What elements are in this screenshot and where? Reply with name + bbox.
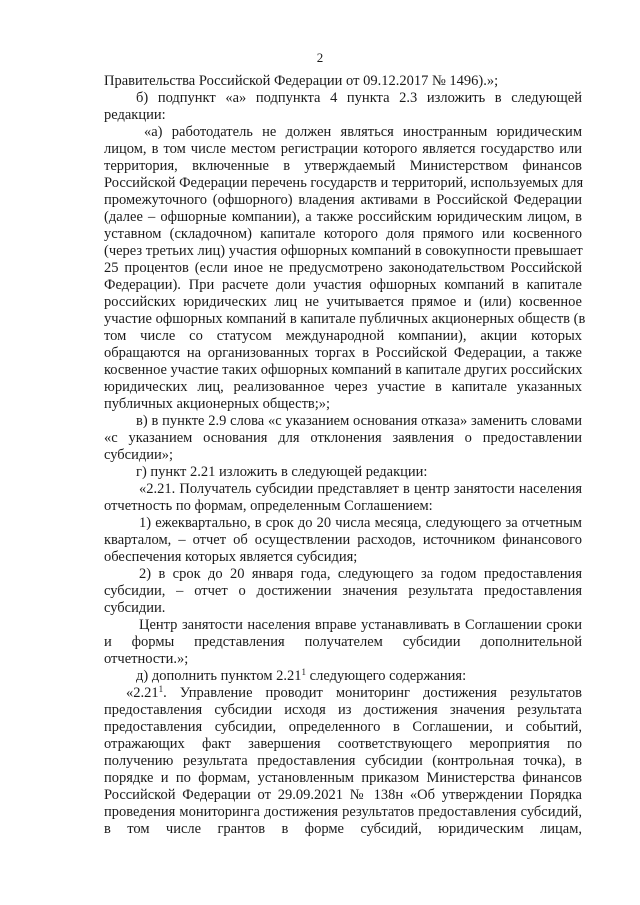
text-line: предоставления субсидии исходя из достижения значения результата (104, 702, 582, 718)
text-line: 2) в срок до 20 января года, следующего за годом предоставления (139, 566, 582, 582)
text-line (104, 685, 582, 702)
text-line: получению результата предоставления субсидии (контрольная точка), в (104, 753, 582, 769)
text-line: субсидии. (104, 600, 166, 616)
text-line: субсидии»; (104, 447, 174, 463)
text-line: и формы представления получателем субсидии дополнительной (104, 634, 582, 650)
text-line: промежуточного (офшорного) владения активами в Российской Федерации (104, 192, 582, 208)
text-line: г) пункт 2.21 изложить в следующей редакции: (136, 464, 428, 480)
text-line: отчетность по формам, определенным Соглашением: (104, 498, 433, 514)
superscript: 1 (158, 684, 164, 694)
text-line: проведения мониторинга достижения результатов предоставления субсидий, (104, 804, 582, 820)
text-line: кварталом, – отчет об осуществлении расходов, источником финансового (104, 532, 582, 548)
text-line: публичных акционерных обществ;»; (104, 396, 331, 412)
text-line: лицом, в том числе местом регистрации которого является государство или (104, 141, 582, 157)
text-line: Правительства Российской Федерации от 09.12.2017 № 1496).»; (104, 73, 499, 89)
text-line: б) подпункт «а» подпункта 4 пункта 2.3 изложить в следующей (136, 90, 582, 106)
superscript: 1 (301, 667, 307, 677)
text-line-main: д) дополнить пунктом 2.21 (136, 668, 302, 684)
page-number: 2 (316, 50, 324, 65)
text-line: российских юридических лиц не учитывается прямое и (или) косвенное (104, 294, 582, 310)
text-line: «а) работодатель не должен являться иностранным юридическим (144, 124, 582, 140)
text-line: Федерации). При расчете доли участия офшорных компаний в капитале (104, 277, 582, 293)
text-line-main: «2.21 (126, 685, 159, 701)
text-line: «с указанием основания для отклонения заявления о предоставлении (104, 430, 582, 446)
text-line: 1) ежеквартально, в срок до 20 числа месяца, следующего за отчетным (139, 515, 582, 531)
text-line: (через третьих лиц) участия офшорных компаний в совокупности превышает (104, 243, 583, 259)
text-line-tail: следующего содержания: (306, 668, 467, 684)
text-line: косвенное участие таких офшорных компаний в капитале других российских (104, 362, 583, 378)
text-line: субсидии, – отчет о достижении значения результата предоставления (104, 583, 582, 599)
document-body (104, 73, 586, 838)
text-line: Центр занятости населения вправе устанавливать в Соглашении сроки (139, 617, 582, 633)
text-line: участие офшорных компаний в капитале публичных акционерных обществ (в (104, 311, 586, 327)
text-line: уставном (складочном) капитале которого доля прямого или косвенного (104, 226, 582, 242)
text-line: 25 процентов (если иное не предусмотрено законодательством Российской (104, 260, 582, 276)
text-line: «2.21. Получатель субсидии представляет в центр занятости населения (139, 481, 582, 497)
text-line: редакции: (104, 107, 166, 123)
text-line: том числе со статусом международной компании), акции которых (104, 328, 582, 344)
text-line: порядке и по формам, установленным приказом Министерства финансов (104, 770, 582, 786)
text-line: территория, включенные в утверждаемый Министерством финансов (104, 158, 582, 174)
text-line: Российской Федерации перечень государств и территорий, используемых для (104, 175, 584, 191)
text-line: обеспечения которых является субсидия; (104, 549, 358, 565)
text-line: в том числе грантов в форме субсидий, юридическим лицам, (104, 821, 582, 837)
text-line: отражающих факт завершения соответствующего мероприятия по (104, 736, 582, 752)
text-line: юридических лиц, реализованное через участие в капитале указанных (104, 379, 582, 395)
text-line (104, 668, 582, 685)
text-line: в) в пункте 2.9 слова «с указанием основания отказа» заменить словами (136, 413, 582, 429)
text-line: Российской Федерации от 29.09.2021 № 138н «Об утверждении Порядка (104, 787, 582, 803)
text-line: предоставления субсидии, определенного в Соглашении, и событий, (104, 719, 582, 735)
text-line: (далее – офшорные компании), а также российским юридическим лицом, в (104, 209, 582, 225)
text-line: обращаются на организованных торгах в Российской Федерации, а также (104, 345, 582, 361)
text-line: отчетности.»; (104, 651, 189, 667)
text-line-tail: . Управление проводит мониторинг достижения результатов (163, 685, 582, 701)
